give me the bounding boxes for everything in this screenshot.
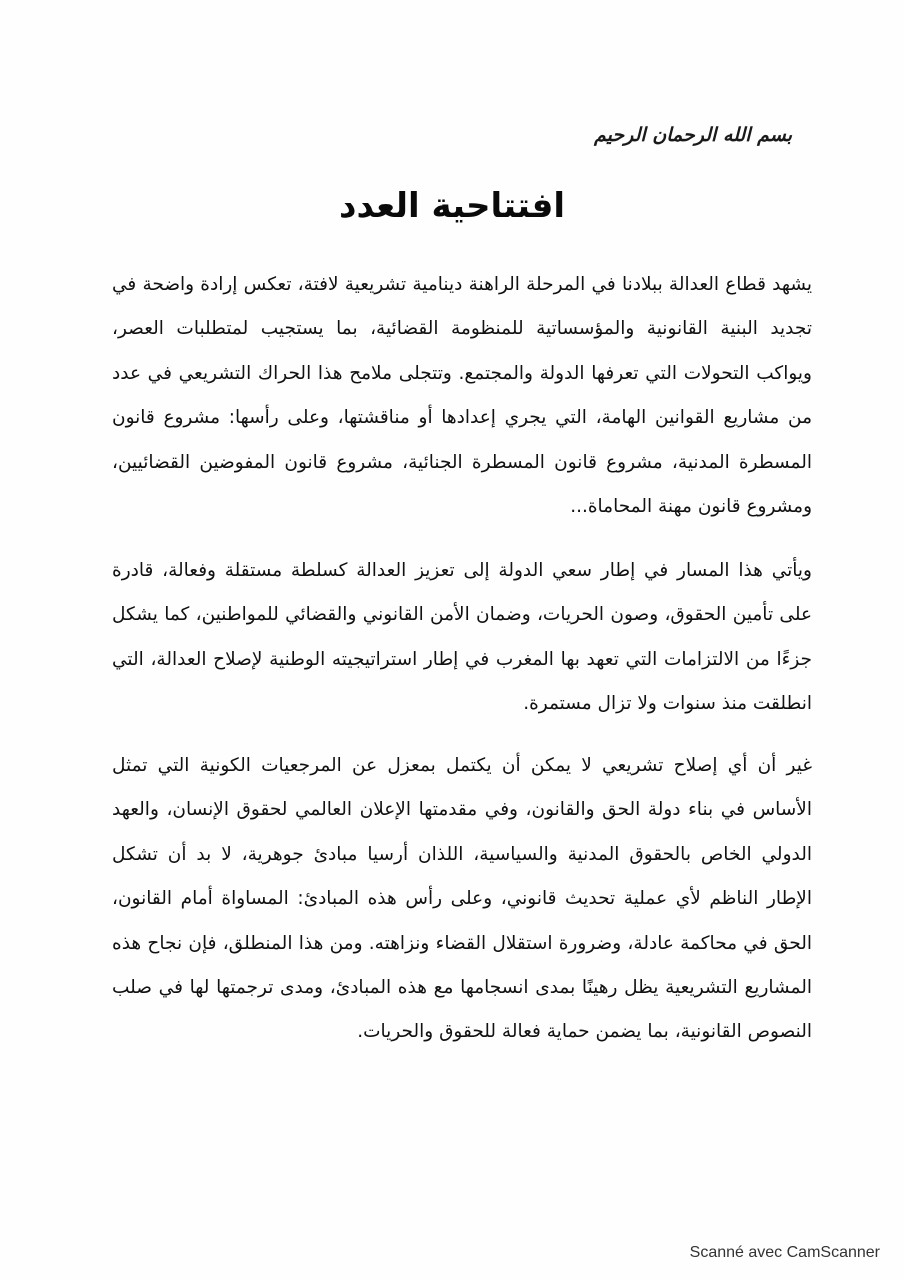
- paragraph-3: غير أن أي إصلاح تشريعي لا يمكن أن يكتمل بمعزل عن المرجعيات الكونية التي تمثل الأساس في بناء دولة الحق والقانون، وفي مقدمتها الإعلان العالمي لحقوق الإنسان، والعهد الدولي الخاص بالحقوق المدنية والسياسية، اللذان أرسيا مبادئ جوهرية، لا بد أن تشكل الإطار الناظم لأي عملية تحديث قانوني، وعلى رأس هذه المبادئ: المساواة أمام القانون، الحق في محاكمة عادلة، وضرورة استقلال القضاء ونزاهته. ومن هذا المنطلق، فإن نجاح هذه المشاريع التشريعية يظل رهينًا بمدى انسجامها مع هذه المبادئ، ومدى ترجمتها لها في صلب النصوص القانونية، بما يضمن حماية فعالة للحقوق والحريات.: [112, 755, 812, 1043]
- basmala-heading: بسم الله الرحمان الرحيم: [594, 124, 792, 146]
- scanner-watermark: Scanné avec CamScanner: [689, 1244, 880, 1261]
- page-title: افتتاحية العدد: [339, 186, 565, 226]
- paragraph-2: ويأتي هذا المسار في إطار سعي الدولة إلى تعزيز العدالة كسلطة مستقلة وفعالة، قادرة على تأمين الحقوق، وصون الحريات، وضمان الأمن القانوني والقضائي للمواطنين، كما يشكل جزءًا من الالتزامات التي تعهد بها المغرب في إطار استراتيجيته الوطنية لإصلاح العدالة، التي انطلقت منذ سنوات ولا تزال مستمرة.: [112, 560, 812, 715]
- paragraph-1: يشهد قطاع العدالة ببلادنا في المرحلة الراهنة دينامية تشريعية لافتة، تعكس إرادة واضحة في تجديد البنية القانونية والمؤسساتية للمنظومة القضائية، بما يستجيب لمتطلبات العصر، ويواكب التحولات التي تعرفها الدولة والمجتمع. وتتجلى ملامح هذا الحراك التشريعي في عدد من مشاريع القوانين الهامة، التي يجري إعدادها أو مناقشتها، وعلى رأسها: مشروع قانون المسطرة المدنية، مشروع قانون المسطرة الجنائية، مشروع قانون المفوضين القضائيين، ومشروع قانون مهنة المحاماة...: [112, 274, 812, 518]
